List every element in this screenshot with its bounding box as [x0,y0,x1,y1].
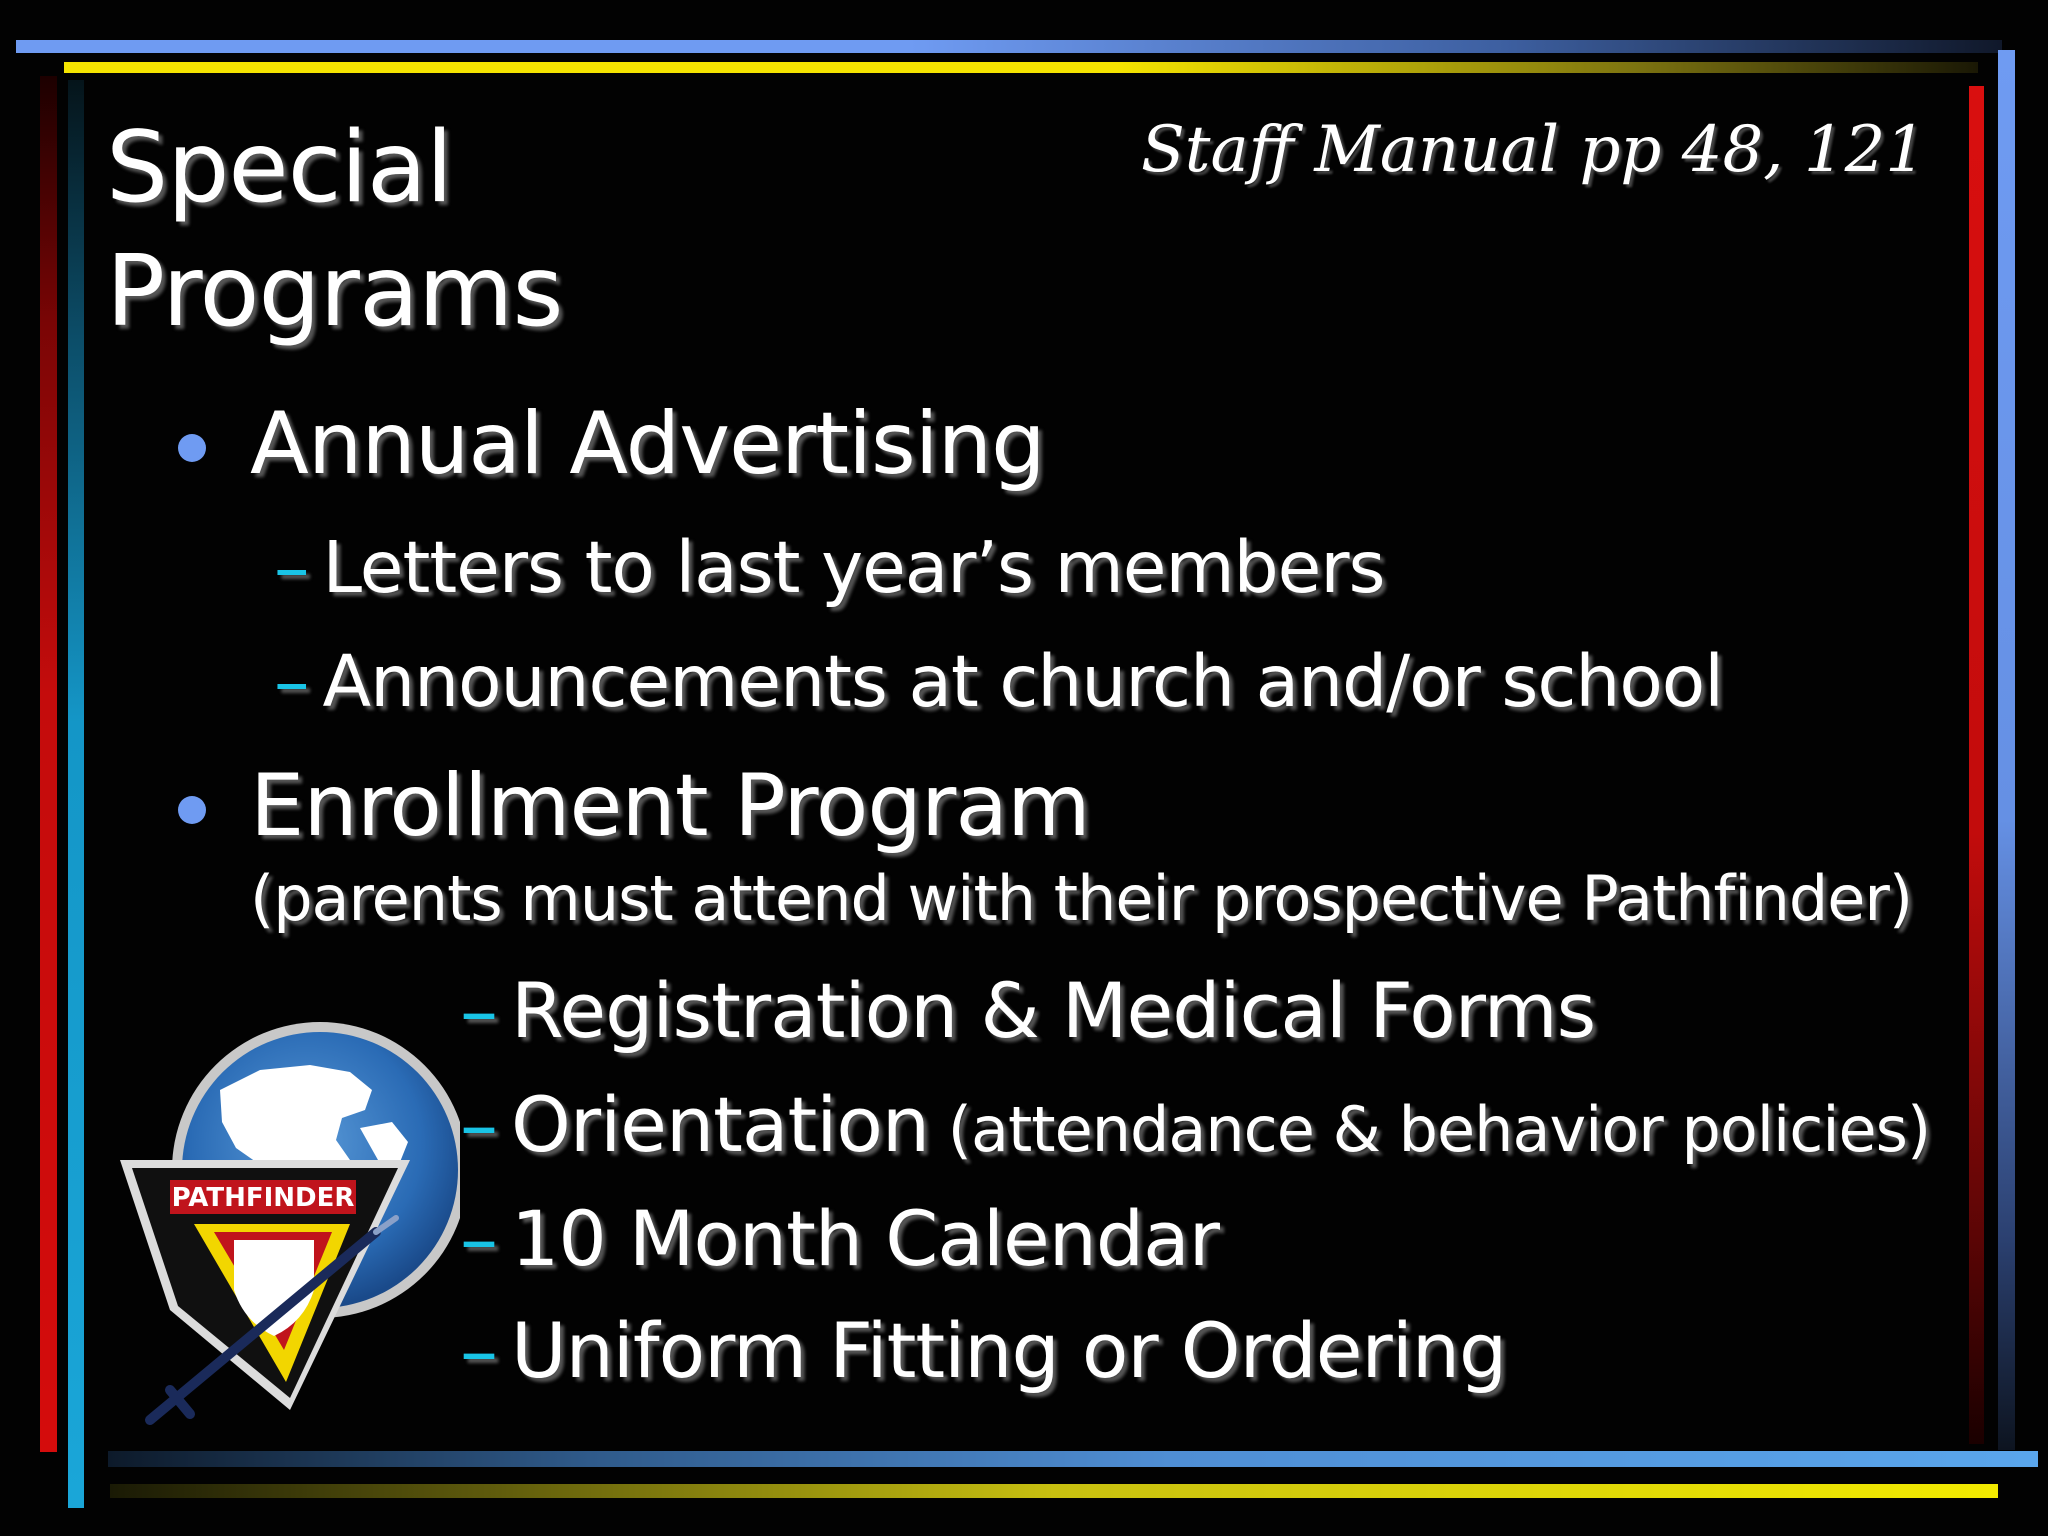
subitem-uniform [460,1306,1506,1396]
pathfinder-emblem-icon [110,1010,460,1430]
subitem-uniform-text: Uniform Fitting or Ordering [511,1306,1507,1395]
bullet-dot [178,796,206,824]
dash-marker: – [460,1306,497,1395]
manual-reference: Staff Manual pp 48, 121 [1140,113,1926,187]
subitem-orientation-text: Orientation [511,1080,930,1169]
subitem-orientation [460,1080,1930,1175]
bottom-blue-border [108,1451,2038,1467]
right-blue-border [1998,50,2015,1450]
dash-marker: – [460,1194,497,1283]
slide-title-line2: Programs [106,235,563,349]
bullet-annual-advertising: Annual Advertising [250,394,1045,494]
top-yellow-border [64,62,1978,73]
left-red-border [40,76,57,1452]
dash-marker: – [274,526,309,609]
slide-title [106,106,563,354]
right-red-border [1969,86,1984,1444]
subitem-announcements [274,640,1723,724]
subitem-letters [274,526,1385,610]
bottom-yellow-border [110,1484,1998,1498]
subitem-calendar [460,1194,1219,1284]
subitem-orientation-detail: (attendance & behavior policies) [929,1093,1931,1166]
dash-marker: – [460,966,497,1055]
bullet-enrollment-program: Enrollment Program [250,756,1090,856]
bullet-dot [178,434,206,462]
subitem-letters-text: Letters to last year’s members [322,526,1385,609]
left-cyan-border [68,80,84,1508]
subitem-registration-text: Registration & Medical Forms [511,966,1596,1055]
pathfinder-label: PATHFINDER [171,1183,355,1213]
subitem-announcements-text: Announcements at church and/or school [322,640,1723,723]
subitem-registration [460,966,1595,1056]
dash-marker: – [274,640,309,723]
subitem-calendar-text: 10 Month Calendar [511,1194,1219,1283]
enrollment-note: (parents must attend with their prospective Pathfinder) [250,862,1913,935]
top-blue-border [16,40,2002,53]
dash-marker: – [460,1080,497,1169]
slide-title-line1: Special [106,111,453,225]
